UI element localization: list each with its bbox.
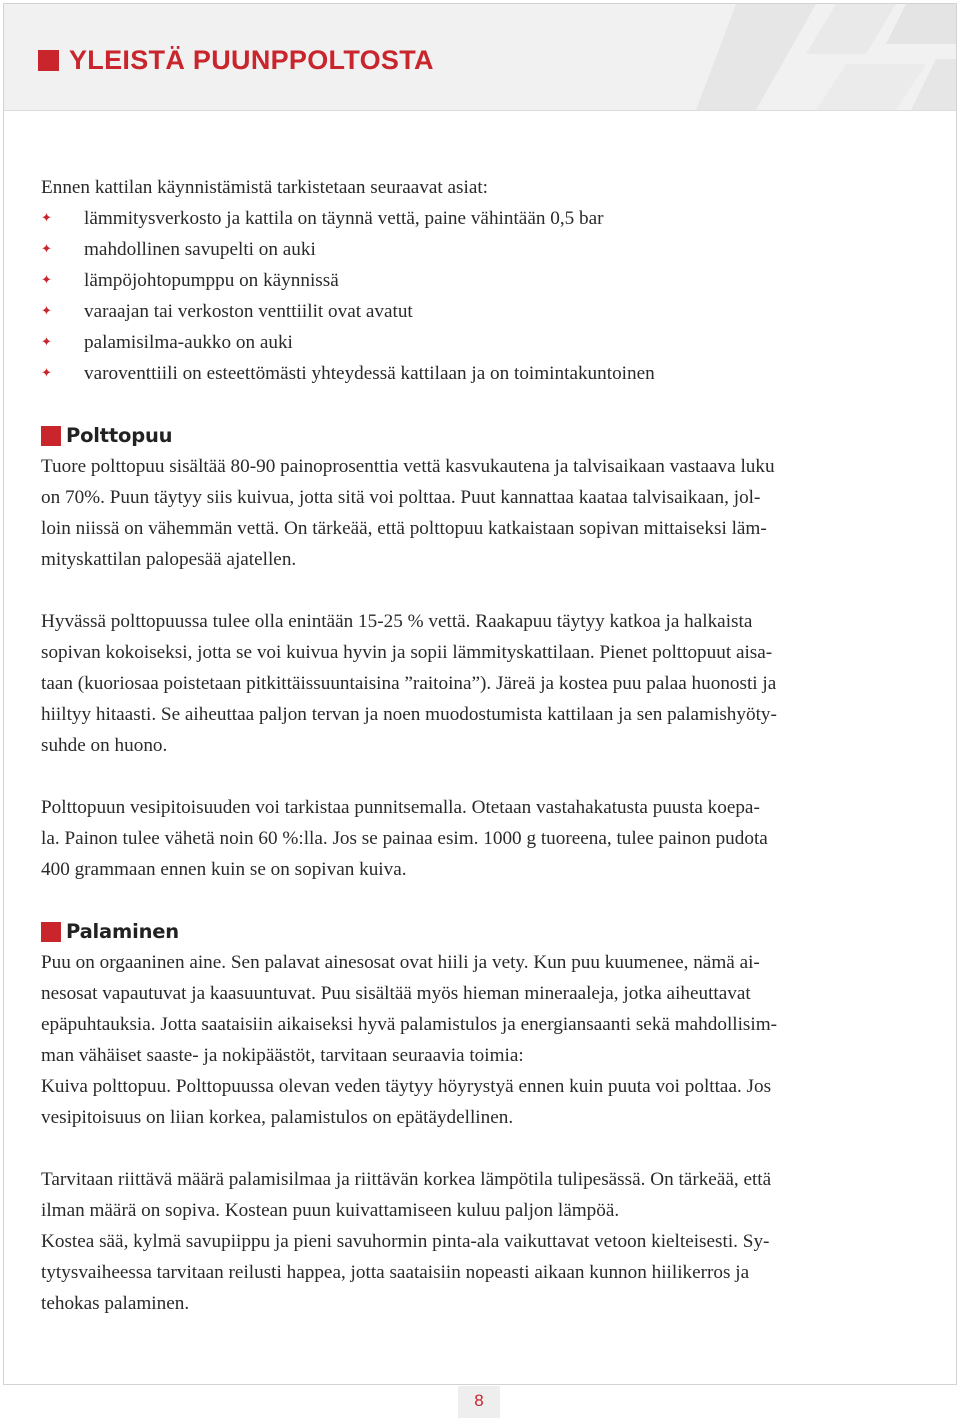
- text-line: 400 grammaan ennen kuin se on sopivan kuiva.: [41, 859, 407, 880]
- section-heading-polttopuu: Polttopuu: [66, 424, 173, 447]
- red-diamond-bullet-icon: ✦: [41, 211, 52, 226]
- list-item-text: lämpöjohtopumppu on käynnissä: [84, 270, 339, 291]
- list-item: [41, 358, 931, 389]
- list-item-text: mahdollinen savupelti on auki: [84, 239, 316, 260]
- paragraph-gap: [41, 1133, 931, 1164]
- list-item: [41, 234, 931, 265]
- list-item-text: palamisilma-aukko on auki: [84, 332, 293, 353]
- list-item-text: varoventtiili on esteettömästi yhteydessä kattilaan ja on toimintakuntoinen: [84, 363, 655, 384]
- list-item-text: lämmitysverkosto ja kattila on täynnä vettä, paine vähintään 0,5 bar: [84, 208, 604, 229]
- list-item: [41, 203, 931, 234]
- title-row: [38, 45, 434, 76]
- text-line: ilman määrä on sopiva. Kostean puun kuivattamiseen kuluu paljon lämpöä.: [41, 1200, 620, 1221]
- checklist: [41, 203, 931, 389]
- text-line: Polttopuun vesipitoisuuden voi tarkistaa punnitsemalla. Otetaan vastahakatusta puusta koepa-: [41, 797, 760, 818]
- paragraph-polttopuu-1: [41, 451, 931, 575]
- text-line: tehokas palaminen.: [41, 1293, 190, 1314]
- text-line: Kuiva polttopuu. Polttopuussa olevan veden täytyy höyrystyä ennen kuin puuta voi polttaa. Jos: [41, 1076, 772, 1097]
- text-line: Kostea sää, kylmä savupiippu ja pieni savuhormin pinta-ala vaikuttavat vetoon kielteisesti. Sy-: [41, 1231, 770, 1252]
- list-item: [41, 327, 931, 358]
- red-diamond-bullet-icon: ✦: [41, 304, 52, 319]
- red-diamond-bullet-icon: ✦: [41, 335, 52, 350]
- text-line: Tuore polttopuu sisältää 80-90 painoprosenttia vettä kasvukautena ja talvisaikaan vastaava luku: [41, 456, 775, 477]
- red-square-icon: [41, 922, 61, 942]
- page-frame: [3, 3, 957, 1385]
- list-item: [41, 265, 931, 296]
- text-line: hiiltyy hitaasti. Se aiheuttaa paljon tervan ja noen muodostumista kattilaan ja sen palamishyöty-: [41, 704, 777, 725]
- text-line: tytysvaiheessa tarvitaan reilusti happea, jotta saataisiin nopeasti aikaan kunnon hiilikerros ja: [41, 1262, 750, 1283]
- paragraph-gap: [41, 575, 931, 606]
- paragraph-polttopuu-3: [41, 792, 931, 885]
- text-line: la. Painon tulee vähetä noin 60 %:lla. Jos se painaa esim. 1000 g tuoreena, tulee painon pudota: [41, 828, 768, 849]
- red-square-icon: [38, 50, 59, 71]
- text-line: Puu on orgaaninen aine. Sen palavat ainesosat ovat hiili ja vety. Kun puu kuumenee, nämä ai-: [41, 952, 760, 973]
- page-title: YLEISTÄ PUUNPPOLTOSTA: [69, 45, 434, 75]
- text-line: taan (kuoriosaa poistetaan pitkittäissuuntaisina ”raitoina”). Järeä ja kostea puu palaa huonosti ja: [41, 673, 777, 694]
- text-line: man vähäiset saaste- ja nokipäästöt, tarvitaan seuraavia toimia:: [41, 1045, 524, 1066]
- page-header: [4, 4, 956, 111]
- red-diamond-bullet-icon: ✦: [41, 366, 52, 381]
- text-line: suhde on huono.: [41, 735, 168, 756]
- intro-lead: Ennen kattilan käynnistämistä tarkistetaan seuraavat asiat:: [41, 177, 489, 198]
- text-line: vesipitoisuus on liian korkea, palamistulos on epätäydellinen.: [41, 1107, 514, 1128]
- text-line: epäpuhtauksia. Jotta saataisiin aikaiseksi hyvä palamistulos ja energiansaanti sekä mahdollisim-: [41, 1014, 778, 1035]
- paragraph-palaminen-2: [41, 1164, 931, 1319]
- header-decoration-graphic: [696, 4, 956, 110]
- paragraph-gap: [41, 761, 931, 792]
- list-item: [41, 296, 931, 327]
- list-item-text: varaajan tai verkoston venttiilit ovat avatut: [84, 301, 413, 322]
- page-number: 8: [458, 1386, 500, 1418]
- main-content: [41, 172, 931, 1319]
- red-diamond-bullet-icon: ✦: [41, 242, 52, 257]
- text-line: on 70%. Puun täytyy siis kuivua, jotta sitä voi polttaa. Puut kannattaa kaataa talvisaikaan, jol-: [41, 487, 761, 508]
- red-square-icon: [41, 426, 61, 446]
- section-heading-row: [41, 420, 931, 451]
- text-line: sopivan kokoiseksi, jotta se voi kuivua hyvin ja sopii lämmityskattilaan. Pienet polttopuut aisa-: [41, 642, 773, 663]
- text-line: loin niissä on vähemmän vettä. On tärkeää, että polttopuu katkaistaan sopivan mittaiseksi läm-: [41, 518, 767, 539]
- text-line: mityskattilan palopesää ajatellen.: [41, 549, 297, 570]
- text-line: nesosat vapautuvat ja kaasuuntuvat. Puu sisältää myös hieman mineraaleja, jotka aiheuttavat: [41, 983, 751, 1004]
- section-heading-palaminen: Palaminen: [66, 920, 179, 943]
- text-line: Hyvässä polttopuussa tulee olla enintään 15-25 % vettä. Raakapuu täytyy katkoa ja halkaista: [41, 611, 753, 632]
- section-heading-row: [41, 916, 931, 947]
- red-diamond-bullet-icon: ✦: [41, 273, 52, 288]
- paragraph-polttopuu-2: [41, 606, 931, 761]
- text-line: Tarvitaan riittävä määrä palamisilmaa ja riittävän korkea lämpötila tulipesässä. On tärkeää, että: [41, 1169, 772, 1190]
- paragraph-palaminen-1: [41, 947, 931, 1133]
